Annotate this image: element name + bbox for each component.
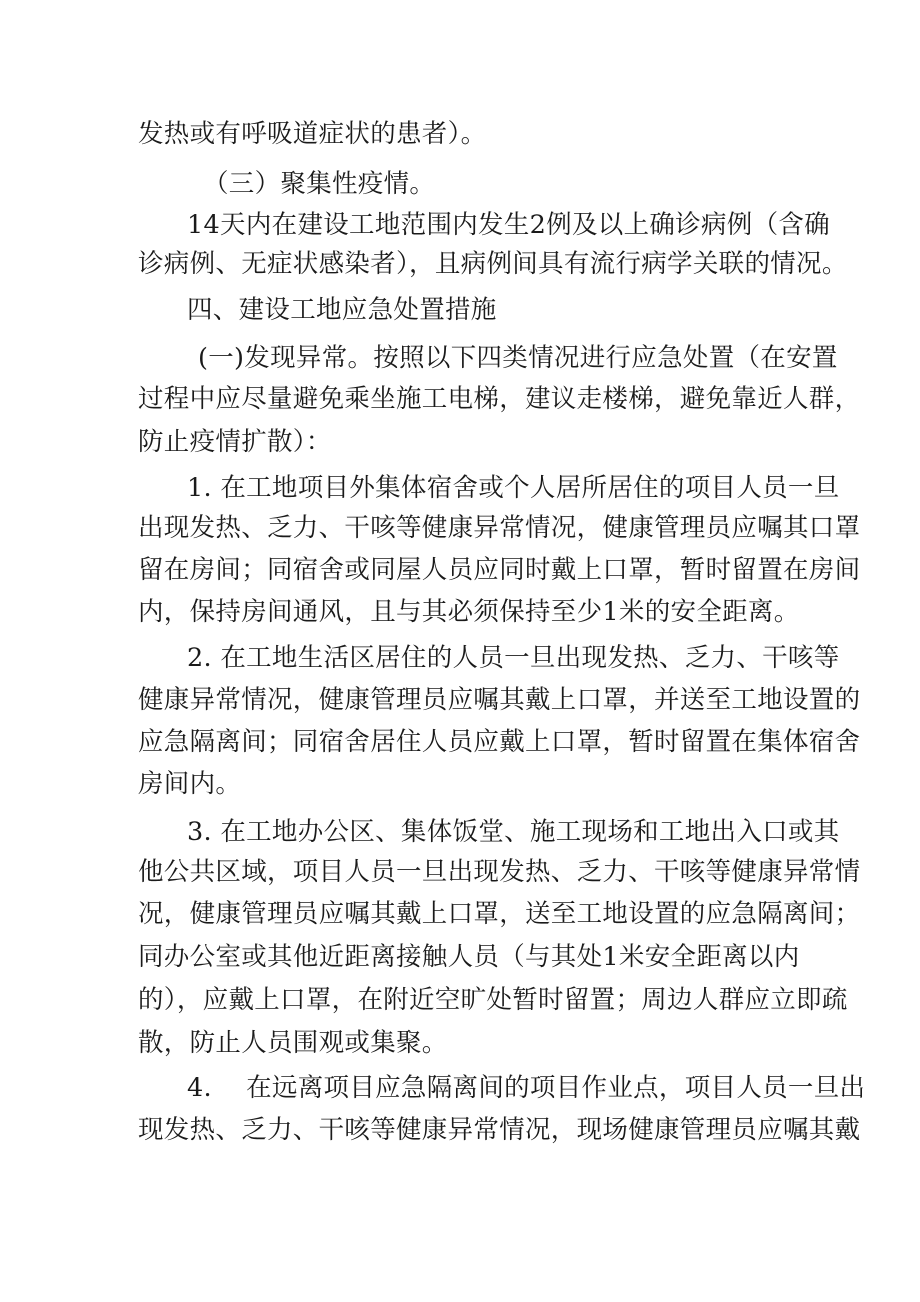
text-line: 的），应戴上口罩，在附近空旷处暂时留置；周边人群应立即疏 [138,985,848,1015]
text-line: 应急隔离间；同宿舍居住人员应戴上口罩，暂时留置在集体宿舍 [138,727,861,757]
text-line: 现发热、乏力、干咳等健康异常情况，现场健康管理员应嘱其戴 [138,1115,861,1145]
text-line: 内，保持房间通风，且与其必须保持至少1米的安全距离。 [138,597,800,627]
text-line: 4. 在远离项目应急隔离间的项目作业点，项目人员一旦出 [187,1073,866,1103]
text-line: 诊病例、无症状感染者），且病例间具有流行病学关联的情况。 [138,249,848,279]
text-line: 况，健康管理员应嘱其戴上口罩，送至工地设置的应急隔离间； [138,899,861,929]
text-line: (一)发现异常。按照以下四类情况进行应急处置（在安置 [198,343,838,373]
section-heading: （三）聚集性疫情。 [203,169,436,199]
text-line: 散，防止人员围观或集聚。 [138,1028,448,1058]
text-line: 房间内。 [138,769,242,799]
text-line: 留在房间；同宿舍或同屋人员应同时戴上口罩，暂时留置在房间 [138,555,861,585]
section-heading: 四、建设工地应急处置措施 [187,295,497,325]
text-line: 他公共区域，项目人员一旦出现发热、乏力、干咳等健康异常情 [138,857,861,887]
text-line: 同办公室或其他近距离接触人员（与其处1米安全距离以内 [138,942,800,972]
text-line: 3. 在工地办公区、集体饭堂、施工现场和工地出入口或其 [187,817,840,847]
text-line: 14天内在建设工地范围内发生2例及以上确诊病例（含确 [187,210,830,240]
text-line: 1. 在工地项目外集体宿舍或个人居所居住的项目人员一旦 [187,473,840,503]
text-line: 过程中应尽量避免乘坐施工电梯，建议走楼梯，避免靠近人群， [138,384,861,414]
text-line: 发热或有呼吸道症状的患者）。 [138,119,487,149]
text-line: 健康异常情况，健康管理员应嘱其戴上口罩，并送至工地设置的 [138,685,861,715]
text-line: 2. 在工地生活区居住的人员一旦出现发热、乏力、干咳等 [187,643,840,673]
text-line: 出现发热、乏力、干咳等健康异常情况，健康管理员应嘱其口罩 [138,513,861,543]
text-line: 防止疫情扩散）： [138,427,332,457]
